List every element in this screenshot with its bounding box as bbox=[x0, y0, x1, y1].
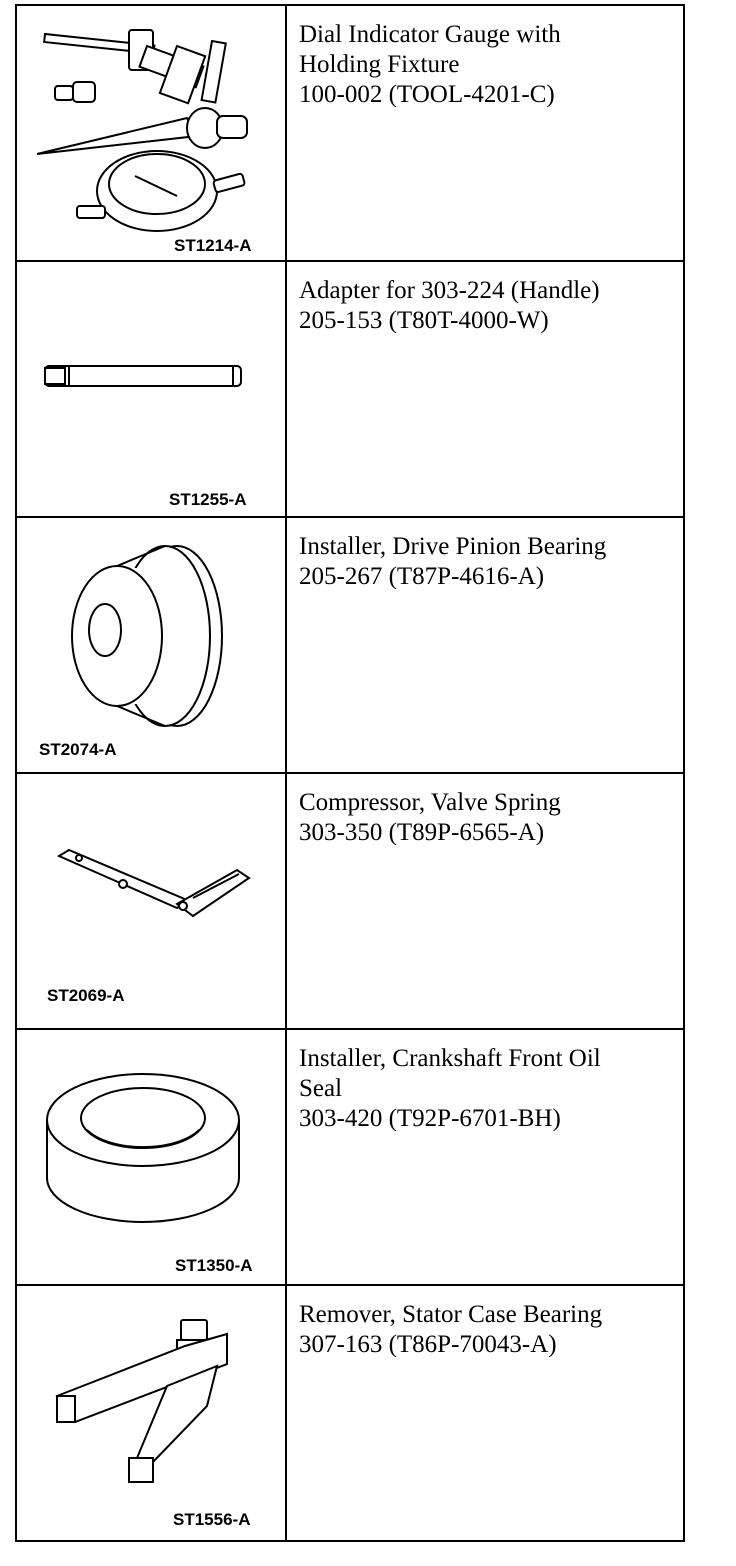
drive-pinion-bearing-installer-illustration bbox=[17, 518, 285, 772]
description-line: 303-420 (T92P-6701-BH) bbox=[299, 1105, 561, 1132]
description-line: Installer, Drive Pinion Bearing bbox=[299, 533, 607, 560]
tool-illustration-cell bbox=[16, 5, 286, 261]
tool-description bbox=[286, 517, 684, 773]
tool-description bbox=[286, 773, 684, 1029]
tool-row bbox=[16, 1029, 684, 1285]
description-line: 100-002 (TOOL-4201-C) bbox=[299, 81, 555, 108]
illustration-code: ST1556-A bbox=[173, 1510, 251, 1529]
tool-illustration-cell bbox=[16, 517, 286, 773]
tool-row bbox=[16, 773, 684, 1029]
dial-indicator-gauge-illustration bbox=[17, 6, 285, 260]
tool-illustration-cell bbox=[16, 773, 286, 1029]
tool-row bbox=[16, 1285, 684, 1541]
tool-description bbox=[286, 261, 684, 517]
description-line: Remover, Stator Case Bearing bbox=[299, 1301, 603, 1328]
description-line: Adapter for 303-224 (Handle) bbox=[299, 277, 600, 304]
description-line: Dial Indicator Gauge with bbox=[299, 21, 561, 48]
tool-illustration-cell bbox=[16, 1285, 286, 1541]
description-line: Installer, Crankshaft Front Oil bbox=[299, 1045, 601, 1072]
crankshaft-oil-seal-installer-illustration bbox=[17, 1030, 285, 1284]
description-line: Holding Fixture bbox=[299, 51, 460, 78]
tool-illustration-cell bbox=[16, 261, 286, 517]
tool-row bbox=[16, 517, 684, 773]
illustration-code: ST1255-A bbox=[169, 490, 247, 509]
illustration-code: ST1214-A bbox=[174, 236, 252, 255]
tool-row bbox=[16, 261, 684, 517]
illustration-code: ST2069-A bbox=[47, 986, 125, 1005]
tool-row bbox=[16, 5, 684, 261]
description-line: 205-153 (T80T-4000-W) bbox=[299, 307, 549, 334]
description-line: Seal bbox=[299, 1075, 343, 1102]
tool-description bbox=[286, 1029, 684, 1285]
description-line: 307-163 (T86P-70043-A) bbox=[299, 1331, 557, 1358]
tool-illustration-cell bbox=[16, 1029, 286, 1285]
description-line: 205-267 (T87P-4616-A) bbox=[299, 563, 545, 590]
description-line: 303-350 (T89P-6565-A) bbox=[299, 819, 545, 846]
illustration-code: ST2074-A bbox=[39, 740, 117, 759]
tool-description bbox=[286, 1285, 684, 1541]
description-line: Compressor, Valve Spring bbox=[299, 789, 561, 816]
handle-adapter-illustration bbox=[17, 262, 285, 516]
illustration-code: ST1350-A bbox=[175, 1256, 253, 1275]
tool-description bbox=[286, 5, 684, 261]
stator-case-bearing-remover-illustration bbox=[17, 1286, 285, 1540]
special-tools-table bbox=[15, 4, 685, 1542]
